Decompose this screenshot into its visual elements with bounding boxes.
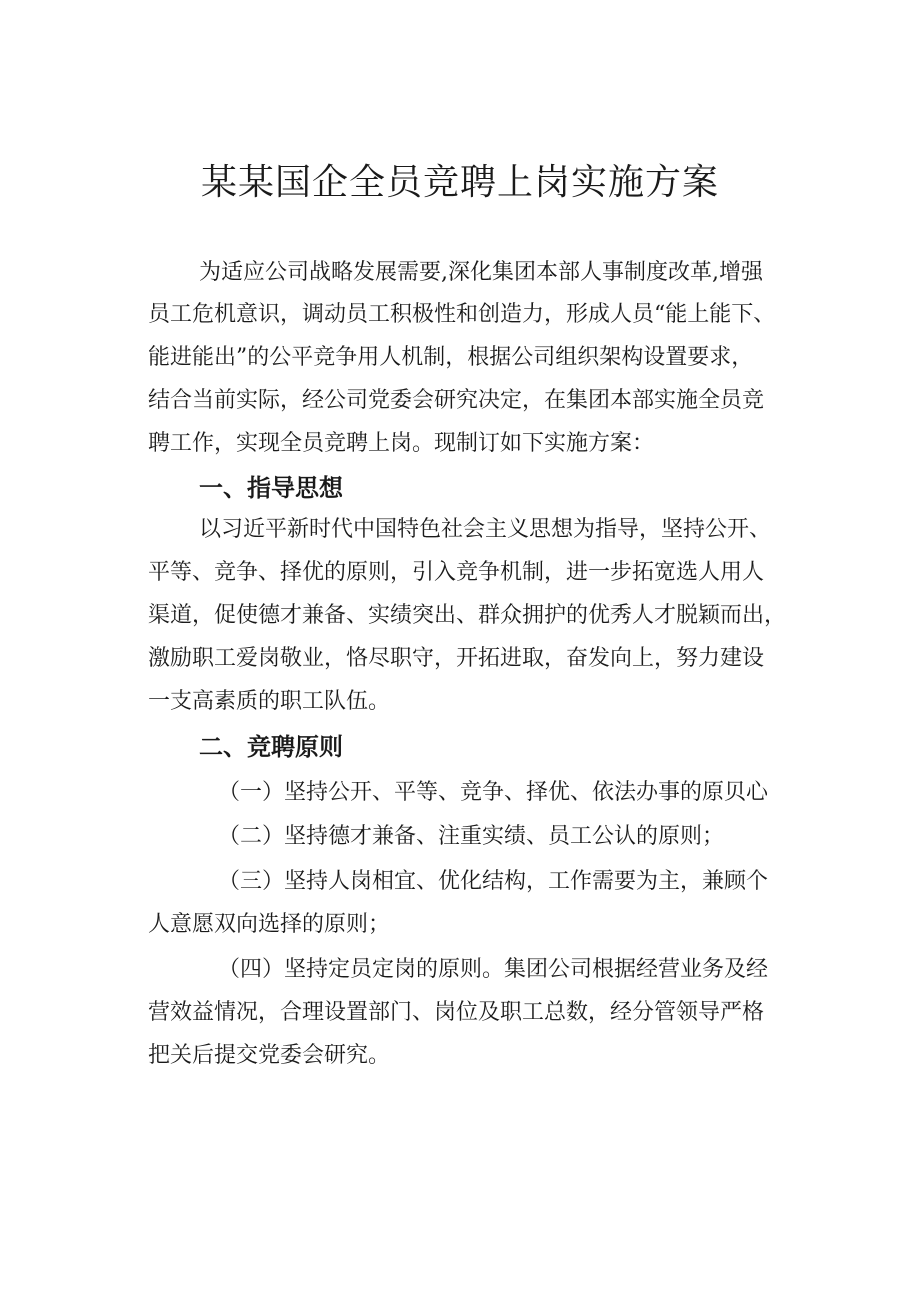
- section-heading-guiding-ideology: 一、指导思想: [199, 474, 343, 502]
- principle-item-3-line-1: （三）坚持人岗相宜、优化结构，工作需要为主，兼顾个: [218, 869, 769, 894]
- principle-item-3-line-2: 人意愿双向选择的原则；: [148, 912, 391, 937]
- document-title: 某某国企全员竞聘上岗实施方案: [200, 162, 719, 203]
- intro-line-1: 为适应公司战略发展需要,深化集团本部人事制度改革,增强: [199, 260, 763, 285]
- section1-line-3: 渠道，促使德才兼备、实绩突出、群众拥护的优秀人才脱颖而出，: [148, 603, 787, 628]
- intro-line-2: 员工危机意识，调动员工积极性和创造力，形成人员“能上能下、: [148, 302, 776, 327]
- principle-item-4-line-2: 营效益情况，合理设置部门、岗位及职工总数，经分管领导严格: [148, 1000, 765, 1025]
- section1-line-1: 以习近平新时代中国特色社会主义思想为指导，坚持公开、: [199, 517, 772, 542]
- principle-item-4-line-1: （四）坚持定员定岗的原则。集团公司根据经营业务及经: [218, 957, 769, 982]
- principle-item-2: （二）坚持德才兼备、注重实绩、员工公认的原则；: [218, 824, 725, 849]
- principle-item-4-line-3: 把关后提交党委会研究。: [148, 1043, 391, 1068]
- intro-line-5: 聘工作，实现全员竞聘上岗。现制订如下实施方案：: [148, 431, 655, 456]
- section-heading-recruitment-principles: 二、竞聘原则: [199, 733, 343, 761]
- section1-line-2: 平等、竞争、择优的原则，引入竞争机制，进一步拓宽选人用人: [148, 560, 765, 585]
- principle-item-1: （一）坚持公开、平等、竞争、择优、依法办事的原贝心: [218, 780, 769, 805]
- intro-line-3: 能进能出”的公平竞争用人机制，根据公司组织架构设置要求，: [148, 345, 754, 370]
- section1-line-4: 激励职工爱岗敬业，恪尽职守，开拓进取，奋发向上，努力建设: [148, 646, 765, 671]
- intro-line-4: 结合当前实际，经公司党委会研究决定，在集团本部实施全员竞: [148, 388, 765, 413]
- section1-line-5: 一支高素质的职工队伍。: [148, 689, 391, 714]
